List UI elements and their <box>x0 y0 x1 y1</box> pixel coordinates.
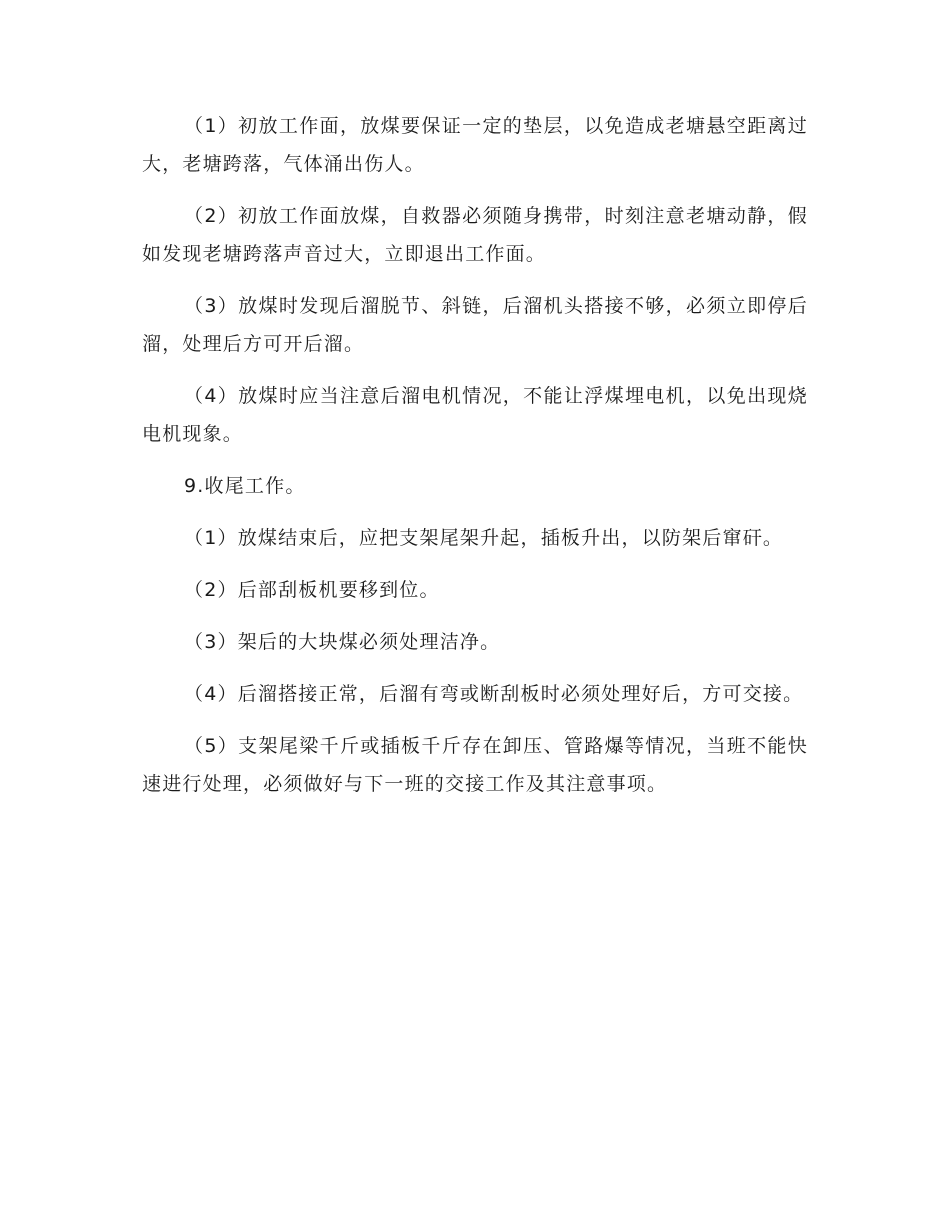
section-heading-closing-work: 9.收尾工作。 <box>184 475 306 497</box>
paragraph-closing-4: （4）后溜搭接正常，后溜有弯或断刮板时必须处理好后，方可交接。 <box>184 683 804 705</box>
paragraph-coal-release-4: （4）放煤时应当注意后溜电机情况，不能让浮煤埋电机，以免出现烧电机现象。 <box>142 385 808 445</box>
paragraph-coal-release-1: （1）初放工作面，放煤要保证一定的垫层，以免造成老塘悬空距离过大，老塘跨落，气体涌出伤人。 <box>142 115 808 175</box>
paragraph-coal-release-2: （2）初放工作面放煤，自救器必须随身携带，时刻注意老塘动静，假如发现老塘跨落声音过大，立即退出工作面。 <box>142 205 808 265</box>
document-body <box>142 107 808 817</box>
paragraph-closing-3: （3）架后的大块煤必须处理洁净。 <box>184 631 501 653</box>
paragraph-closing-2: （2）后部刮板机要移到位。 <box>184 579 440 601</box>
paragraph-closing-1: （1）放煤结束后，应把支架尾架升起，插板升出，以防架后窜矸。 <box>184 527 784 549</box>
paragraph-closing-5: （5）支架尾梁千斤或插板千斤存在卸压、管路爆等情况，当班不能快速进行处理，必须做好与下一班的交接工作及其注意事项。 <box>142 735 808 795</box>
paragraph-coal-release-3: （3）放煤时发现后溜脱节、斜链，后溜机头搭接不够，必须立即停后溜，处理后方可开后溜。 <box>142 295 808 355</box>
